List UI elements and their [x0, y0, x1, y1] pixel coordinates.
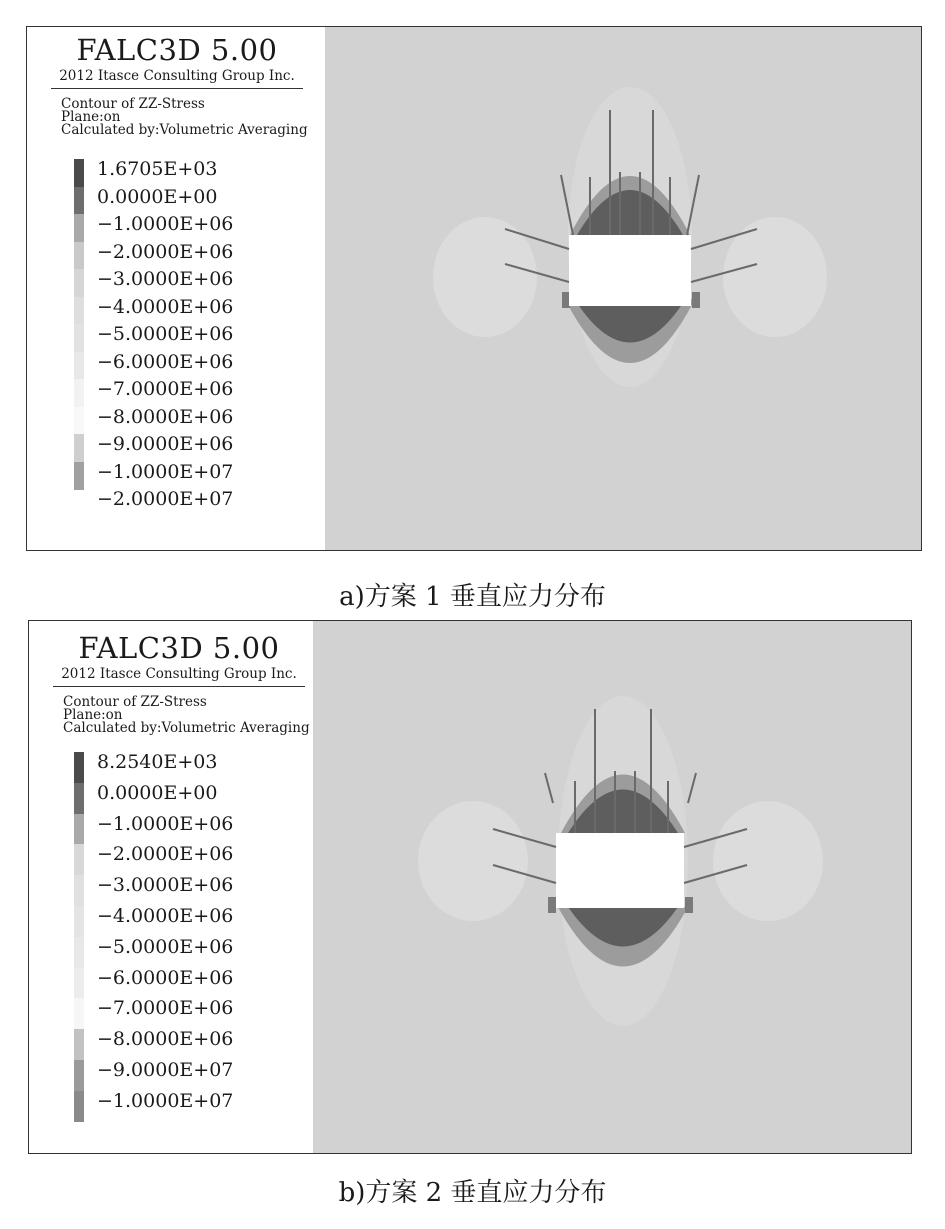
legend-swatch [74, 875, 84, 906]
legend-panel-a [27, 27, 325, 550]
stress-contour-plot [325, 27, 921, 550]
left-corner-block [548, 897, 556, 913]
legend-label: −8.0000E+06 [97, 1028, 234, 1051]
legend-label: −1.0000E+06 [97, 213, 234, 235]
caption-a: a)方案 1 垂直应力分布 [339, 582, 606, 612]
legend-swatch [74, 783, 84, 814]
legend-swatch [74, 998, 84, 1029]
legend-swatch [74, 814, 84, 845]
legend-swatch [74, 379, 84, 407]
legend-label: −2.0000E+07 [97, 488, 234, 510]
legend-label: −3.0000E+06 [97, 268, 234, 290]
right-abutment-zone [713, 801, 823, 921]
contour-label: Contour of ZZ-Stress [63, 694, 207, 710]
legend-label: −7.0000E+06 [97, 997, 234, 1020]
left-corner-block [562, 292, 570, 308]
legend-swatch [74, 214, 84, 242]
software-title: FALC3D 5.00 [78, 631, 280, 665]
legend-label: −1.0000E+07 [97, 460, 234, 483]
legend-label: −4.0000E+06 [97, 905, 234, 927]
legend-label: −8.0000E+06 [97, 405, 234, 428]
legend-swatch [74, 269, 84, 297]
roadway-excavation [569, 235, 691, 306]
legend-label: −6.0000E+06 [97, 966, 234, 989]
legend-swatch [74, 1060, 84, 1091]
legend-swatch [74, 968, 84, 999]
stress-contour-plot [313, 621, 911, 1153]
legend-swatch [74, 1029, 84, 1060]
legend-label: −5.0000E+06 [97, 935, 234, 958]
legend-swatch [74, 844, 84, 875]
calculated-label: Calculated by:Volumetric Averaging [63, 720, 310, 736]
legend-swatch [74, 407, 84, 435]
legend-label: −1.0000E+07 [97, 1089, 234, 1112]
legend-swatch [74, 352, 84, 380]
caption-b: b)方案 2 垂直应力分布 [338, 1178, 607, 1208]
software-title: FALC3D 5.00 [76, 33, 278, 67]
legend-swatch [74, 752, 84, 783]
header-divider [53, 686, 305, 687]
legend-label: −9.0000E+06 [97, 433, 234, 455]
calculated-label: Calculated by:Volumetric Averaging [61, 122, 308, 138]
legend-swatch [74, 1091, 84, 1122]
legend-label: −4.0000E+06 [97, 295, 234, 318]
legend-label: −2.0000E+06 [97, 843, 234, 866]
right-corner-block [685, 897, 693, 913]
right-corner-block [692, 292, 700, 308]
legend-swatch [74, 462, 84, 490]
header-divider [51, 88, 303, 89]
legend-label: −7.0000E+06 [97, 378, 234, 400]
roadway-excavation [556, 833, 684, 908]
legend-swatch [74, 159, 84, 187]
legend-label: 0.0000E+00 [97, 781, 218, 804]
software-subtitle: 2012 Itasce Consulting Group Inc. [59, 68, 295, 84]
legend-label: −5.0000E+06 [97, 323, 234, 345]
legend-swatch [74, 434, 84, 462]
contour-label: Contour of ZZ-Stress [61, 96, 205, 112]
panel-b [28, 620, 912, 1154]
legend-swatch [74, 242, 84, 270]
legend-swatch [74, 906, 84, 937]
legend-label: −1.0000E+06 [97, 812, 234, 835]
legend-swatch [74, 297, 84, 325]
legend-label: 8.2540E+03 [97, 751, 218, 773]
legend-swatch [74, 187, 84, 215]
legend-swatch [74, 937, 84, 968]
legend-label: −3.0000E+06 [97, 874, 234, 897]
legend-label: 0.0000E+00 [97, 185, 218, 208]
plane-label: Plane:on [61, 109, 121, 125]
software-subtitle: 2012 Itasce Consulting Group Inc. [61, 666, 297, 682]
legend-label: −2.0000E+06 [97, 240, 234, 263]
legend-panel-b [29, 621, 313, 1153]
legend-label: −6.0000E+06 [97, 350, 234, 373]
legend-label: 1.6705E+03 [97, 158, 218, 180]
plane-label: Plane:on [63, 707, 123, 723]
left-abutment-zone [418, 801, 528, 921]
legend-label: −9.0000E+07 [97, 1059, 234, 1081]
panel-a [26, 26, 922, 551]
legend-swatch [74, 324, 84, 352]
